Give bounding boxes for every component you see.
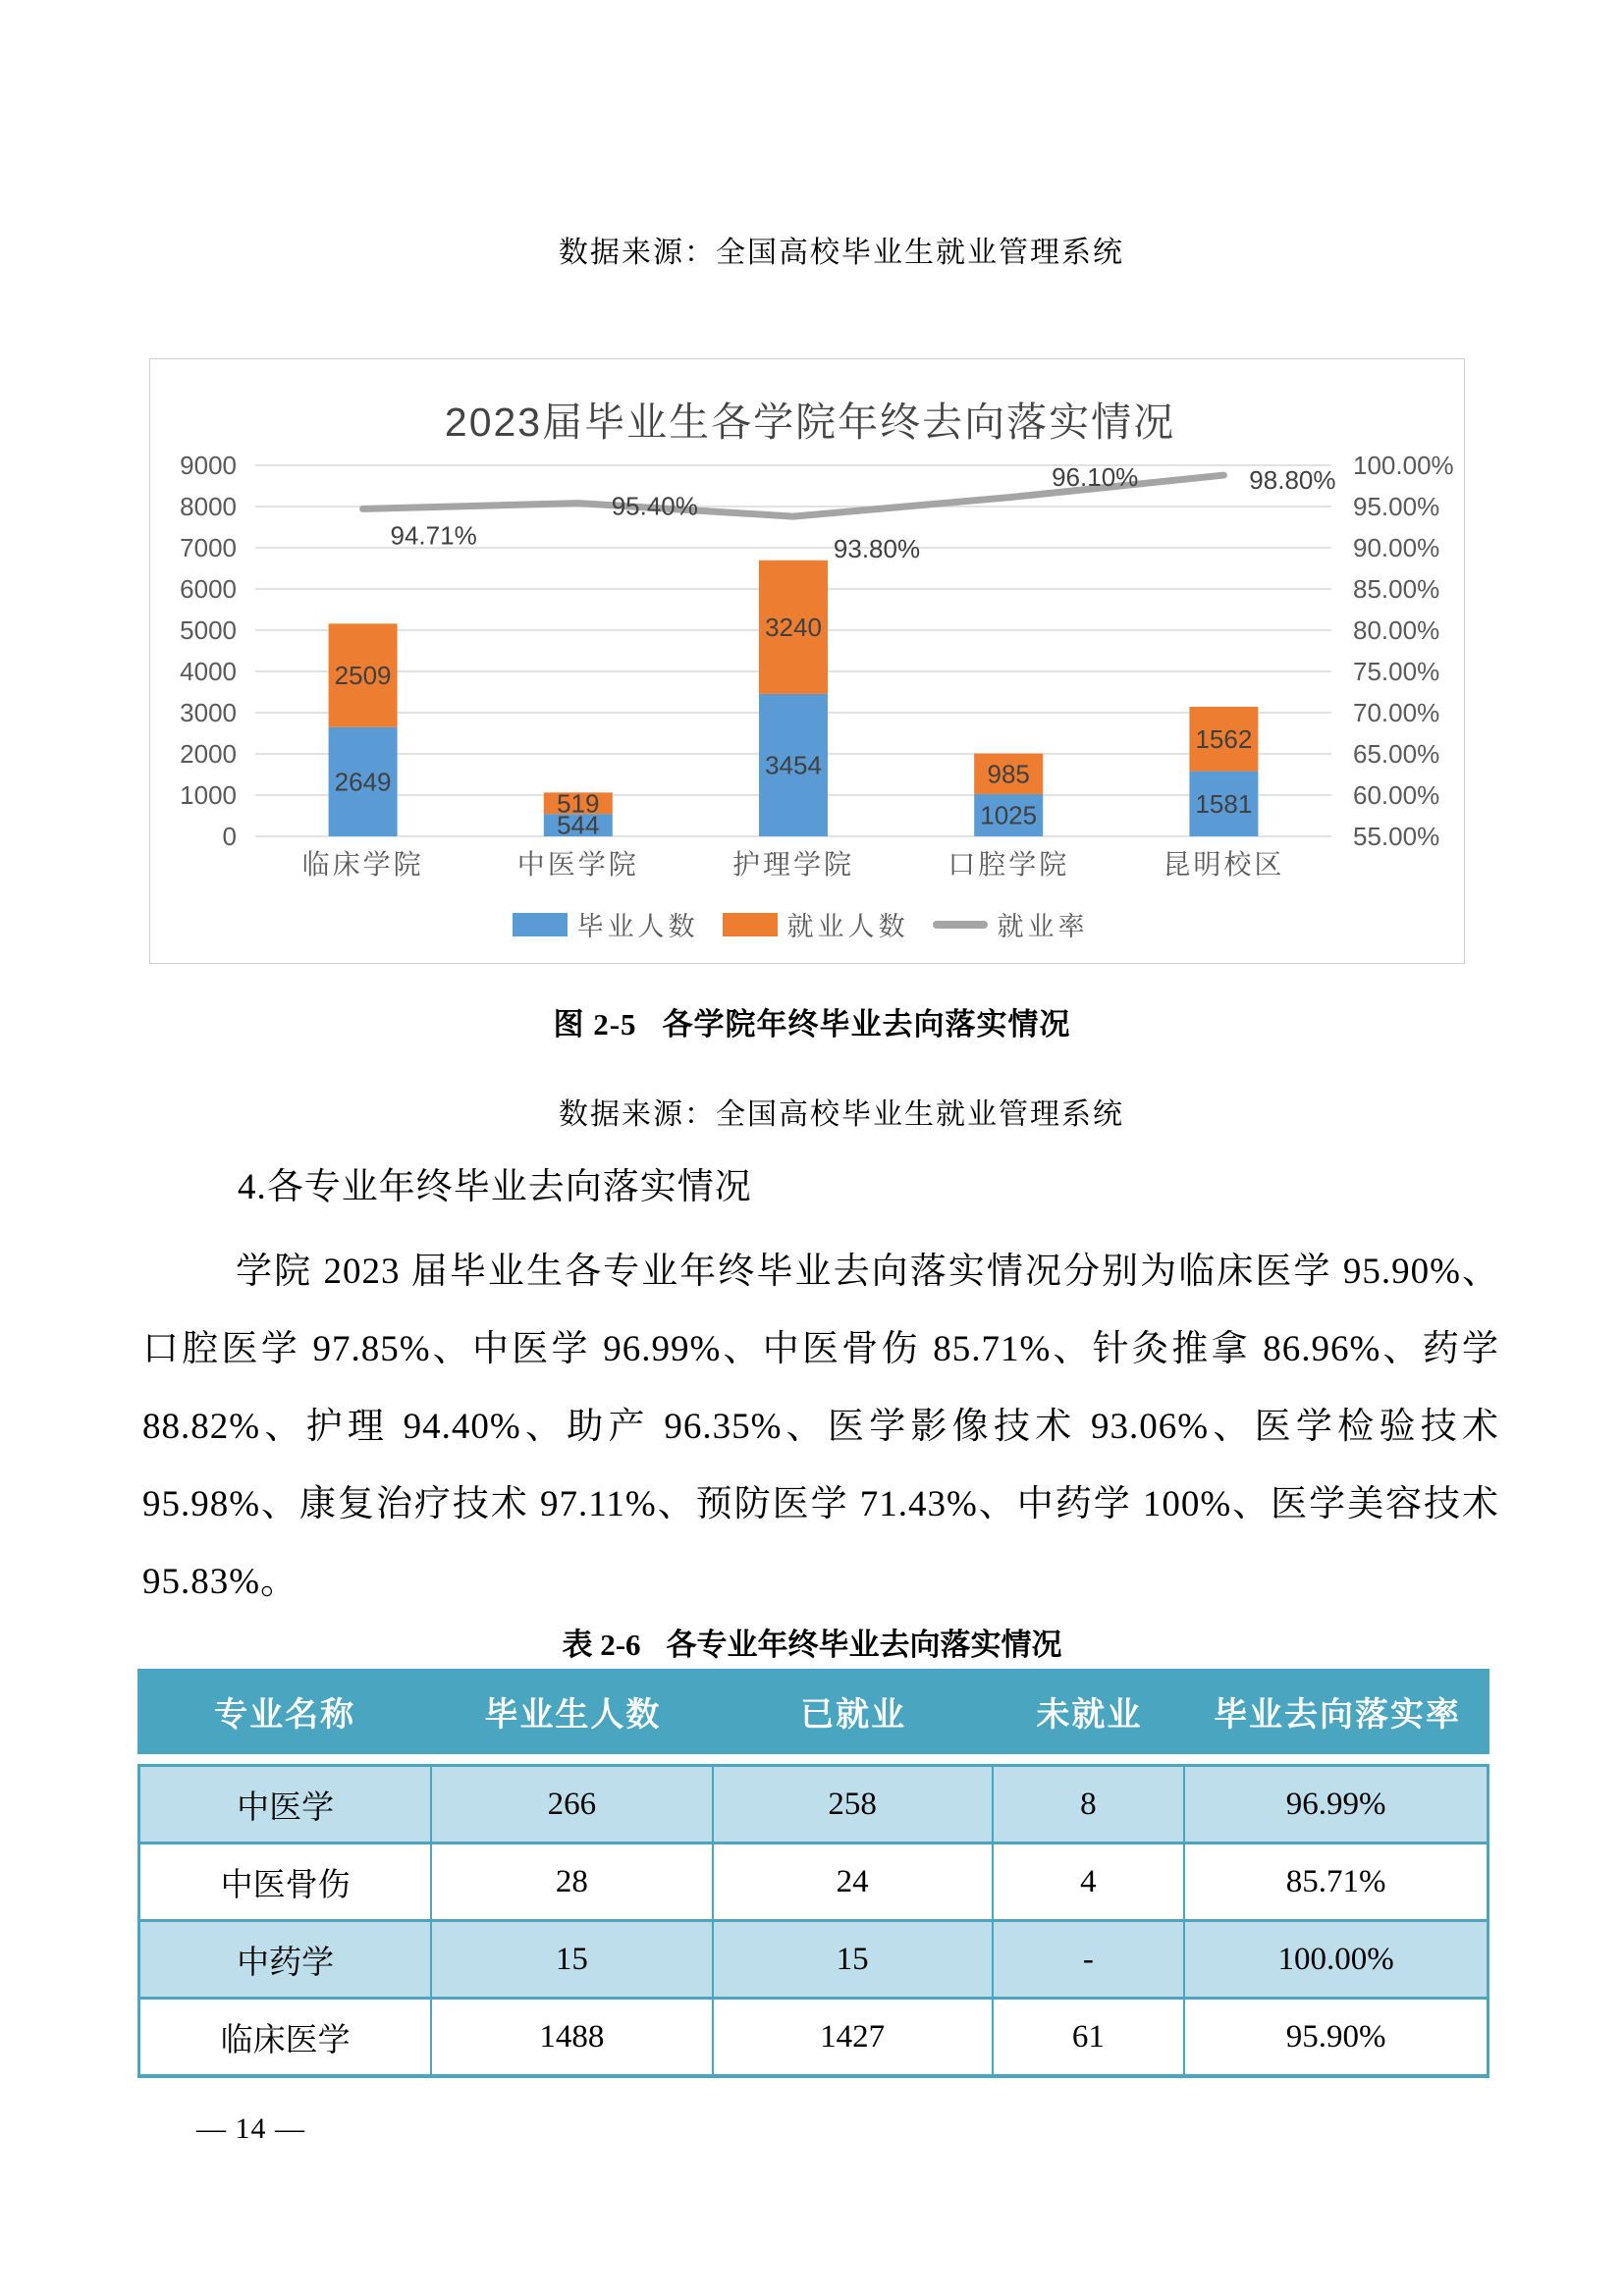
left-axis-tick-label: 7000	[180, 533, 237, 562]
bar-value-label: 1562	[1195, 723, 1253, 754]
legend-label: 毕业人数	[576, 912, 699, 941]
left-axis-tick-label: 2000	[180, 739, 237, 769]
bar-value-label: 2649	[334, 767, 392, 797]
chart-legend	[150, 905, 1464, 943]
left-axis-tick-label: 4000	[180, 657, 237, 686]
cell-employed: 15	[714, 1919, 994, 1997]
bar-value-label: 3240	[765, 612, 822, 642]
left-axis-tick-label: 0	[222, 822, 237, 851]
chart-title: 2023届毕业生各学院年终去向落实情况	[444, 400, 1176, 445]
col-header-rate: 毕业去向落实率	[1185, 1669, 1489, 1764]
section-heading: 4.各专业年终毕业去向落实情况	[238, 1167, 752, 1207]
cell-major: 中药学	[137, 1919, 432, 1997]
cell-graduates: 1488	[432, 1997, 713, 2078]
legend-line-swatch	[933, 921, 988, 929]
college-chart	[149, 358, 1465, 964]
category-label: 临床学院	[301, 849, 424, 880]
table-row	[137, 1764, 1489, 1842]
cell-rate: 95.90%	[1185, 1997, 1489, 2078]
cell-employed: 1427	[714, 1997, 994, 2078]
category-label: 中医学院	[516, 849, 639, 880]
right-axis-tick-label: 60.00%	[1353, 780, 1440, 810]
table-caption-text: 各专业年终毕业去向落实情况	[666, 1628, 1062, 1662]
left-axis-tick-label: 8000	[180, 492, 237, 521]
table-header-row	[137, 1669, 1489, 1764]
cell-unemployed: -	[994, 1919, 1186, 1997]
figure-caption-label: 图 2-5	[553, 1007, 637, 1041]
college-chart-svg	[150, 359, 1464, 909]
cell-rate: 96.99%	[1185, 1764, 1489, 1842]
legend-label: 就业率	[997, 912, 1089, 941]
majors-table	[137, 1669, 1489, 2078]
figure-caption	[0, 999, 1624, 1043]
line-point-label: 96.10%	[1052, 461, 1139, 492]
cell-unemployed: 8	[994, 1764, 1186, 1842]
figure-caption-text: 各学院年终毕业去向落实情况	[662, 1007, 1071, 1041]
cell-unemployed: 4	[994, 1842, 1186, 1919]
right-axis-tick-label: 70.00%	[1353, 698, 1440, 727]
cell-graduates: 266	[432, 1764, 713, 1842]
col-header-employed: 已就业	[714, 1669, 994, 1764]
left-axis-tick-label: 6000	[180, 574, 237, 604]
cell-unemployed: 61	[994, 1997, 1186, 2078]
left-axis-tick-label: 5000	[180, 615, 237, 645]
col-header-unemployed: 未就业	[994, 1669, 1186, 1764]
right-axis-tick-label: 100.00%	[1353, 451, 1454, 480]
legend-label: 就业人数	[786, 912, 909, 941]
right-axis-tick-label: 65.00%	[1353, 739, 1440, 769]
table-row	[137, 1842, 1489, 1919]
body-paragraph: 学院 2023 届毕业生各专业年终毕业去向落实情况分别为临床医学 95.90%、口腔医学 97.85%、中医学 96.99%、中医骨伤 85.71%、针灸推拿 86.96%、药学 88.82%、护理 94.40%、助产 96.35%、医学影像技术 93.06%、医学检验技术 95.98%、康复治疗技术 97.11%、预防医学 71.43%、中药学 100%、医学美容技术 95.83%。	[142, 1252, 1499, 1602]
category-label: 口腔学院	[947, 849, 1070, 880]
bar-value-label: 519	[557, 788, 600, 819]
line-point-label: 98.80%	[1249, 465, 1336, 496]
bar-value-label: 544	[557, 810, 600, 840]
col-header-major: 专业名称	[137, 1669, 432, 1764]
page-number: — 14 —	[196, 2112, 305, 2145]
left-axis-tick-label: 1000	[180, 780, 237, 810]
cell-employed: 24	[714, 1842, 994, 1919]
legend-color-swatch	[723, 913, 778, 936]
category-label: 昆明校区	[1163, 849, 1285, 880]
legend-color-swatch	[513, 913, 568, 936]
data-source-note-mid: 数据来源：全国高校毕业生就业管理系统	[559, 1098, 1124, 1131]
line-point-label: 93.80%	[833, 534, 921, 564]
table-caption-label: 表 2-6	[562, 1628, 641, 1662]
right-axis-tick-label: 90.00%	[1353, 533, 1440, 562]
bar-value-label: 2509	[334, 661, 392, 691]
cell-employed: 258	[714, 1764, 994, 1842]
data-source-note-top: 数据来源：全国高校毕业生就业管理系统	[559, 237, 1124, 269]
category-label: 护理学院	[731, 849, 855, 880]
right-axis-tick-label: 80.00%	[1353, 615, 1440, 645]
cell-major: 临床医学	[137, 1997, 432, 2078]
right-axis-tick-label: 95.00%	[1353, 492, 1440, 521]
cell-major: 中医学	[137, 1764, 432, 1842]
col-header-graduates: 毕业生人数	[432, 1669, 713, 1764]
cell-rate: 85.71%	[1185, 1842, 1489, 1919]
table-row	[137, 1919, 1489, 1997]
bar-value-label: 1581	[1195, 788, 1253, 819]
table-row	[137, 1997, 1489, 2078]
right-axis-tick-label: 85.00%	[1353, 574, 1440, 604]
right-axis-tick-label: 55.00%	[1353, 822, 1440, 851]
bar-value-label: 1025	[980, 800, 1038, 830]
line-point-label: 95.40%	[611, 491, 698, 521]
right-axis-tick-label: 75.00%	[1353, 657, 1440, 686]
cell-graduates: 28	[432, 1842, 713, 1919]
line-point-label: 94.71%	[390, 520, 477, 551]
bar-value-label: 985	[987, 759, 1030, 789]
bar-value-label: 3454	[765, 750, 822, 780]
cell-rate: 100.00%	[1185, 1919, 1489, 1997]
table-caption	[0, 1620, 1624, 1664]
left-axis-tick-label: 3000	[180, 698, 237, 727]
cell-graduates: 15	[432, 1919, 713, 1997]
cell-major: 中医骨伤	[137, 1842, 432, 1919]
left-axis-tick-label: 9000	[180, 451, 237, 480]
